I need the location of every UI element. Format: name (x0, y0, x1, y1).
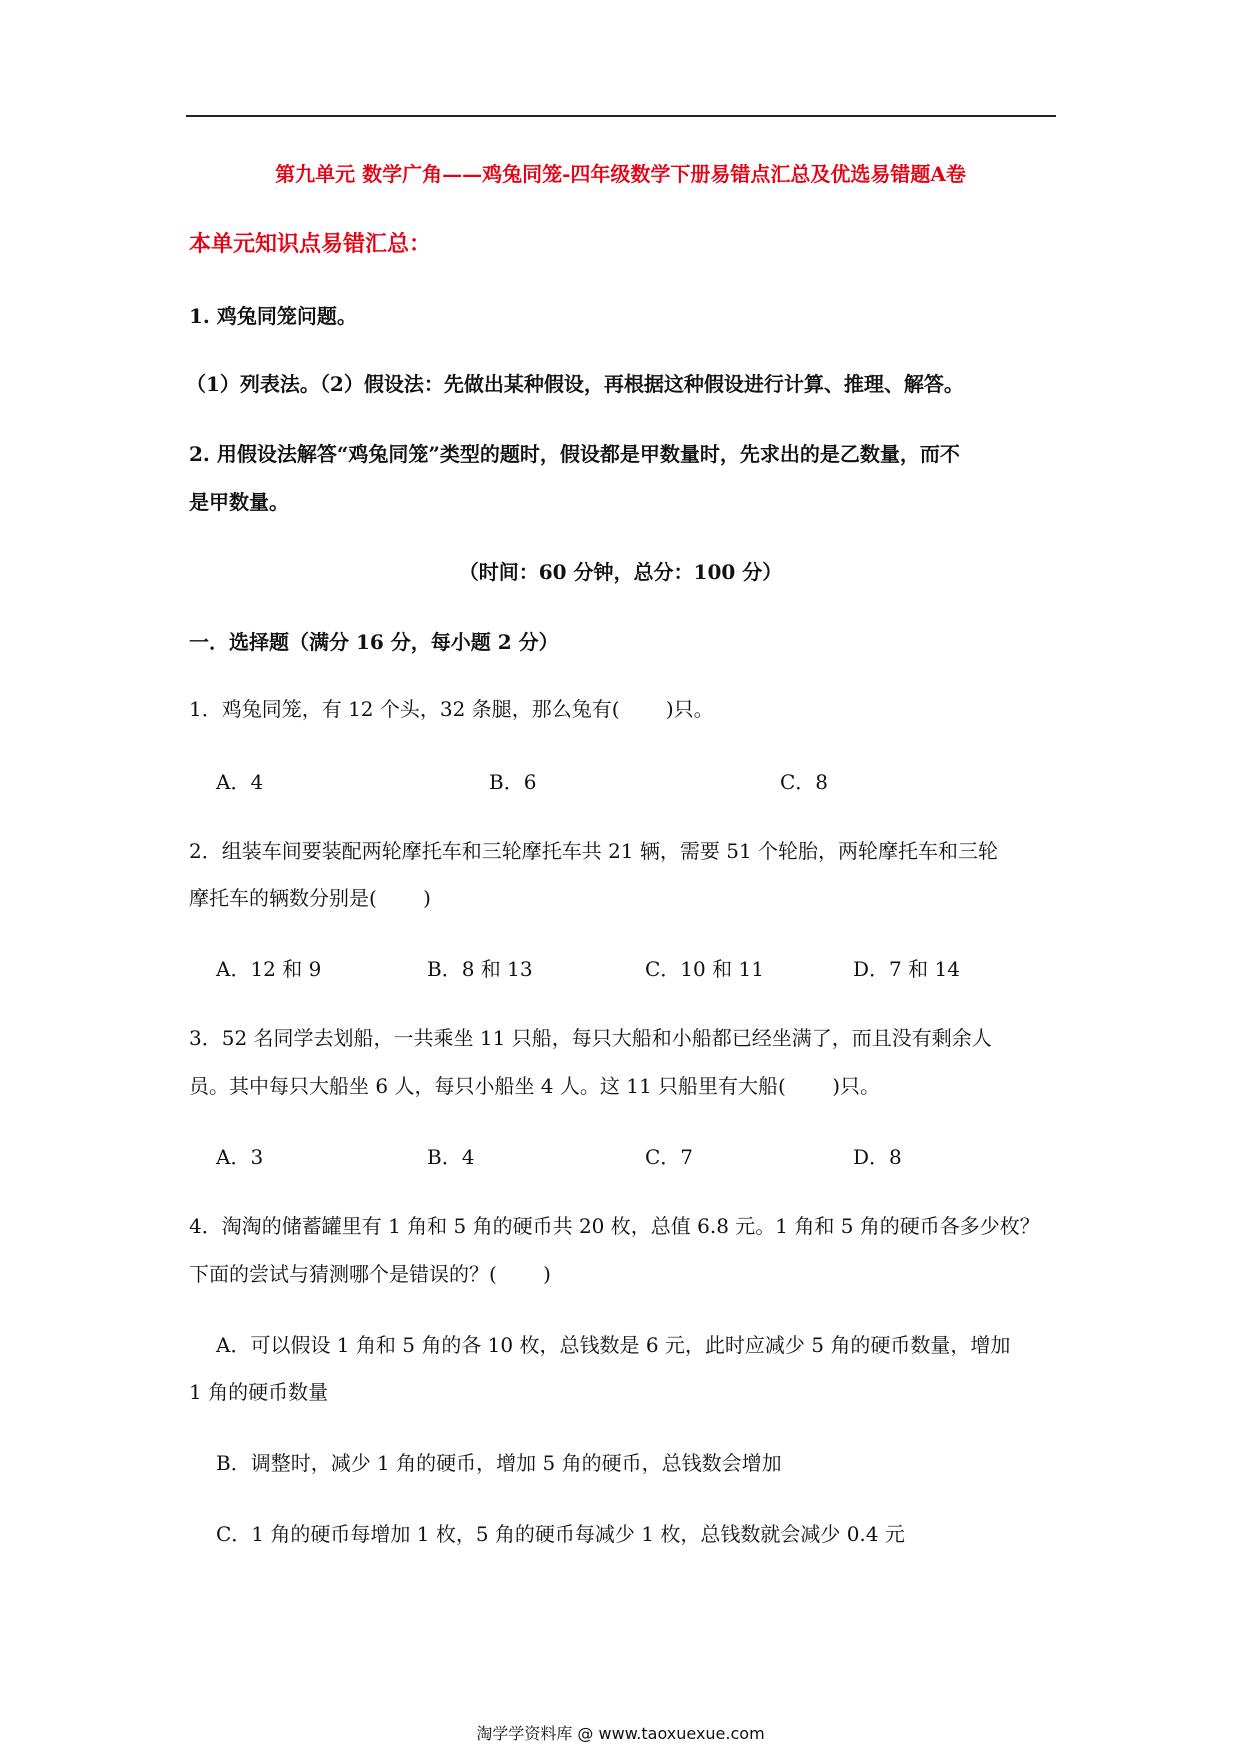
knowledge-point-1: 1. 鸡兔同笼问题。 (189, 304, 357, 328)
knowledge-point-2-line1: 2. 用假设法解答“鸡兔同笼”类型的题时，假设都是甲数量时，先求出的是乙数量，而不 (189, 442, 960, 466)
q1-option-b: B．6 (489, 770, 537, 794)
q2-stem-line1: 2．组装车间要装配两轮摩托车和三轮摩托车共 21 辆，需要 51 个轮胎，两轮摩托车和三轮 (189, 839, 999, 863)
q3-option-a: A．3 (216, 1145, 264, 1169)
q3-stem-line2: 员。其中每只大船坐 6 人，每只小船坐 4 人。这 11 只船里有大船( )只。 (189, 1074, 881, 1098)
knowledge-methods: （1）列表法。（2）假设法：先做出某种假设，再根据这种假设进行计算、推理、解答。 (186, 372, 964, 396)
q4-stem-line2: 下面的尝试与猜测哪个是错误的？( ) (189, 1262, 551, 1286)
q3-option-b: B．4 (427, 1145, 475, 1169)
document-title: 第九单元 数学广角——鸡兔同笼-四年级数学下册易错点汇总及优选易错题A卷 (275, 162, 966, 186)
q4-option-a-line1: A．可以假设 1 角和 5 角的各 10 枚，总钱数是 6 元，此时应减少 5 角的硬币数量，增加 (216, 1333, 1011, 1357)
q1-option-a: A．4 (216, 770, 264, 794)
q3-option-c: C．7 (645, 1145, 694, 1169)
q4-stem-line1: 4．淘淘的储蓄罐里有 1 角和 5 角的硬币共 20 枚，总值 6.8 元。1 角和 5 角的硬币各多少枚？ (189, 1214, 1040, 1238)
q2-option-c: C．10 和 11 (645, 957, 764, 981)
q2-option-b: B．8 和 13 (427, 957, 533, 981)
q4-option-c: C．1 角的硬币每增加 1 枚，5 角的硬币每减少 1 枚，总钱数就会减少 0.4 元 (216, 1522, 905, 1546)
q4-option-b: B．调整时，减少 1 角的硬币，增加 5 角的硬币，总钱数会增加 (216, 1451, 782, 1475)
footer-watermark: 淘学学资料库 @ www.taoxuexue.com (476, 1724, 765, 1743)
knowledge-point-2-line2: 是甲数量。 (189, 490, 289, 514)
q2-stem-line2: 摩托车的辆数分别是( ) (189, 886, 431, 910)
q2-option-d: D．7 和 14 (853, 957, 960, 981)
section1-heading: 一．选择题（满分 16 分，每小题 2 分） (189, 630, 559, 654)
q2-option-a: A．12 和 9 (216, 957, 322, 981)
exam-info: （时间：60 分钟，总分：100 分） (458, 560, 783, 584)
header-rule (186, 115, 1056, 117)
q1-option-c: C．8 (780, 770, 829, 794)
q3-option-d: D．8 (853, 1145, 902, 1169)
q4-option-a-line2: 1 角的硬币数量 (189, 1380, 329, 1404)
q3-stem-line1: 3．52 名同学去划船，一共乘坐 11 只船，每只大船和小船都已经坐满了，而且没有剩余人 (189, 1026, 992, 1050)
knowledge-heading: 本单元知识点易错汇总： (189, 231, 432, 257)
q1-stem: 1．鸡兔同笼，有 12 个头，32 条腿，那么兔有( )只。 (189, 697, 714, 721)
